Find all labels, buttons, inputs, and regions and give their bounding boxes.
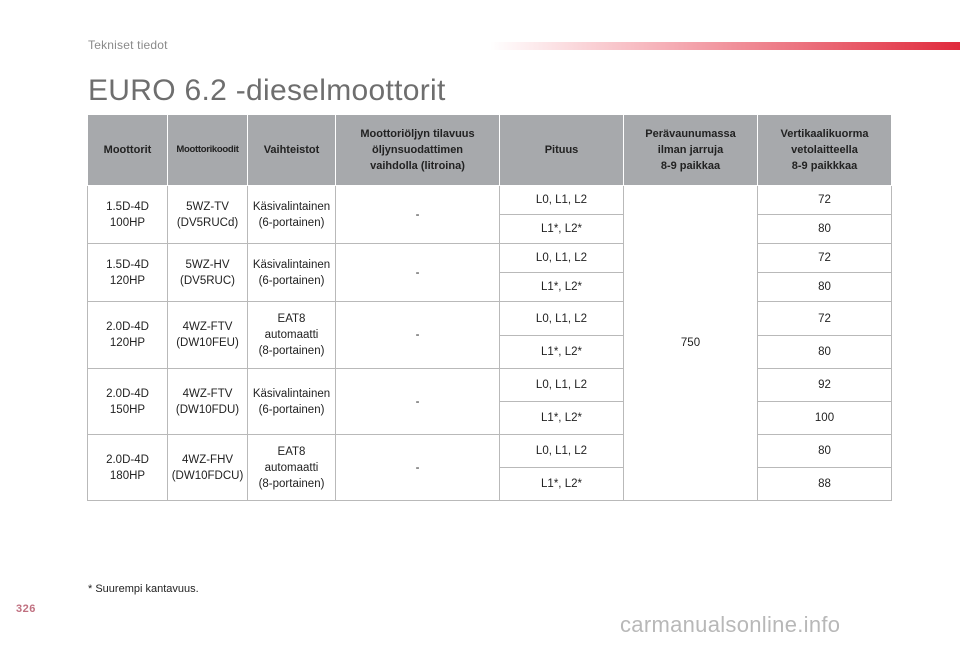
header-hitch-load: Vertikaalikuorma vetolaitteella 8-9 paikkkaa [758,115,892,186]
engine-code-cell: 5WZ-HV (DV5RUC) [168,244,248,302]
oil-cell: - [336,435,500,501]
engine-spec-table [87,115,892,501]
header-engine: Moottorit [88,115,168,186]
engine-cell: 2.0D-4D 120HP [88,302,168,369]
header-accent-bar [490,42,960,50]
table-row [88,435,892,468]
page-title: EURO 6.2 -dieselmoottorit [88,74,446,107]
hitch-cell: 80 [758,435,892,468]
length-cell: L1*, L2* [500,336,624,369]
hitch-cell: 80 [758,336,892,369]
header-trailer-mass: Perävaunumassa ilman jarruja 8-9 paikkaa [624,115,758,186]
oil-cell: - [336,244,500,302]
length-cell: L1*, L2* [500,402,624,435]
hitch-cell: 80 [758,273,892,302]
length-cell: L1*, L2* [500,468,624,501]
page-number: 326 [16,603,36,615]
table-row [88,244,892,273]
gearbox-cell: EAT8 automaatti (8-portainen) [248,302,336,369]
watermark: carmanualsonline.info [620,612,841,637]
header-length: Pituus [500,115,624,186]
hitch-cell: 72 [758,302,892,336]
gearbox-cell: Käsivalintainen (6-portainen) [248,369,336,435]
oil-cell: - [336,186,500,244]
gearbox-cell: Käsivalintainen (6-portainen) [248,244,336,302]
length-cell: L1*, L2* [500,215,624,244]
engine-code-cell: 5WZ-TV (DV5RUCd) [168,186,248,244]
table-row [88,369,892,402]
length-cell: L0, L1, L2 [500,369,624,402]
engine-cell: 1.5D-4D 100HP [88,186,168,244]
table-row [88,186,892,215]
engine-cell: 1.5D-4D 120HP [88,244,168,302]
engine-code-cell: 4WZ-FTV (DW10FEU) [168,302,248,369]
engine-code-cell: 4WZ-FTV (DW10FDU) [168,369,248,435]
length-cell: L0, L1, L2 [500,186,624,215]
gearbox-cell: EAT8 automaatti (8-portainen) [248,435,336,501]
engine-cell: 2.0D-4D 150HP [88,369,168,435]
header-engine-code: Moottorikoodit [168,115,248,186]
header-gearbox: Vaihteistot [248,115,336,186]
hitch-cell: 72 [758,186,892,215]
oil-cell: - [336,369,500,435]
table-header-row [88,115,892,186]
length-cell: L0, L1, L2 [500,302,624,336]
length-cell: L0, L1, L2 [500,435,624,468]
hitch-cell: 80 [758,215,892,244]
trailer-mass-cell: 750 [624,186,758,501]
hitch-cell: 92 [758,369,892,402]
header-oil-capacity: Moottoriöljyn tilavuus öljynsuodattimen vaihdolla (litroina) [336,115,500,186]
oil-cell: - [336,302,500,369]
hitch-cell: 100 [758,402,892,435]
engine-code-cell: 4WZ-FHV (DW10FDCU) [168,435,248,501]
gearbox-cell: Käsivalintainen (6-portainen) [248,186,336,244]
section-title: Tekniset tiedot [88,38,168,52]
engine-cell: 2.0D-4D 180HP [88,435,168,501]
footnote: * Suurempi kantavuus. [88,583,199,595]
length-cell: L1*, L2* [500,273,624,302]
hitch-cell: 72 [758,244,892,273]
length-cell: L0, L1, L2 [500,244,624,273]
table-row [88,302,892,336]
hitch-cell: 88 [758,468,892,501]
